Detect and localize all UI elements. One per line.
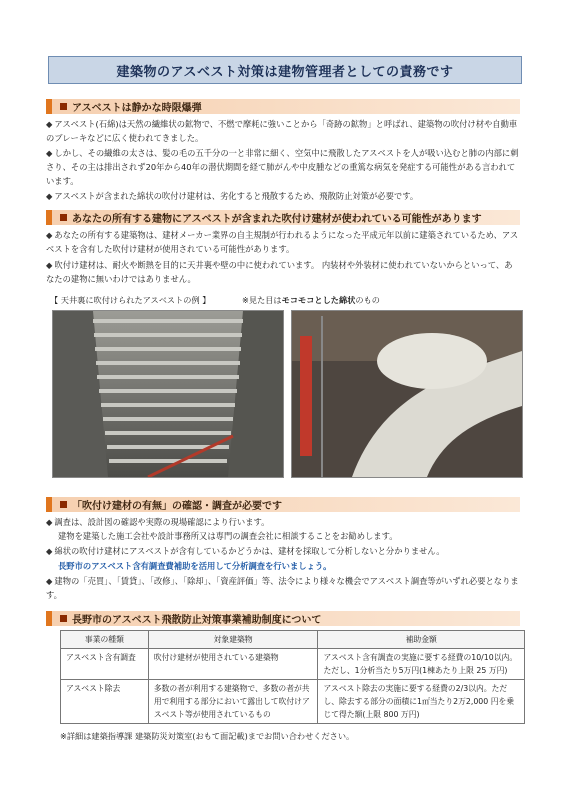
diamond-bullet-icon: ◆ — [46, 517, 53, 527]
diamond-bullet-icon: ◆ — [46, 546, 53, 556]
section-heading-possibility — [46, 210, 520, 225]
section1-paragraph-1 — [46, 117, 520, 145]
photo-note-suffix: のもの — [355, 295, 380, 305]
subsidy-highlight: 長野市のアスベスト含有調査費補助を活用して分析調査を行いましょう。 — [58, 561, 332, 571]
diamond-bullet-icon: ◆ — [46, 260, 53, 270]
table-header-row — [61, 631, 525, 649]
section3-paragraph-2 — [46, 544, 520, 558]
section2-paragraph-1 — [46, 228, 520, 256]
ceiling-asbestos-photo-1 — [52, 310, 284, 478]
table-header: 補助金額 — [318, 631, 525, 649]
section3-p2-text: 綿状の吹付け建材にアスベストが含有しているかどうかは、建材を採取して分析しないと分かりません。 — [54, 546, 445, 556]
section3-p1-text: 調査は、設計図の確認や実際の現場確認により行います。 — [54, 517, 270, 527]
square-bullet-icon — [60, 214, 67, 221]
page-title: 建築物のアスベスト対策は建物管理者としての責務です — [48, 56, 522, 84]
section3-paragraph-4 — [46, 574, 520, 602]
table-row — [61, 649, 525, 680]
photo-note-bold: モコモコとした綿状 — [281, 295, 356, 305]
photo-note — [242, 295, 380, 306]
diamond-bullet-icon: ◆ — [46, 230, 53, 240]
section1-p2-text: しかし、その繊維の太さは、髪の毛の五千分の一と非常に細く、空気中に飛散したアスベストを人が吸い込むと肺の内部に刺さり、その主は排出されず20年から40年の潜伏期間を経て肺がんや中皮腫などの重篤な病気を発症する可能性がある言われています。 — [46, 148, 519, 186]
diamond-bullet-icon: ◆ — [46, 191, 53, 201]
section-heading-survey — [46, 497, 520, 512]
pipe-photo-illustration — [292, 311, 522, 477]
section-heading-time-bomb — [46, 99, 520, 114]
section3-paragraph-1b: 建物を建築した施工会社や設計事務所又は専門の調査会社に相談することをお勧めします。 — [58, 531, 398, 541]
section-heading-text: 「吹付け建材の有無」の確認・調査が必要です — [72, 501, 282, 512]
section-heading-text: あなたの所有する建物にアスベストが含まれた吹付け建材が使われている可能性があります — [72, 214, 482, 225]
section1-p3-text: アスベストが含まれた綿状の吹付け建材は、劣化すると飛散するため、飛散防止対策が必要です。 — [54, 191, 419, 201]
table-cell: アスベスト含有調査 — [61, 649, 149, 680]
square-bullet-icon — [60, 501, 67, 508]
section1-paragraph-2 — [46, 146, 520, 188]
section3-paragraph-1 — [46, 515, 520, 529]
table-cell: 吹付け建材が使用されている建築物 — [148, 649, 318, 680]
table-header: 対象建築物 — [148, 631, 318, 649]
photo-note-prefix: ※見た目は — [242, 295, 282, 305]
table-cell: アスベスト含有調査の実施に要する経費の10/10以内。 ただし、1分析当たり5万円(1棟あたり上限 25 万円) — [318, 649, 525, 680]
square-bullet-icon — [60, 615, 67, 622]
section1-p1-text: アスベスト(石綿)は天然の繊維状の鉱物で、不燃で摩耗に強いことから「奇跡の鉱物」と呼ばれ、建築物の吹付け材や自動車のブレーキなどに広く使われてきました。 — [46, 119, 518, 143]
section-heading-text: アスベストは静かな時限爆弾 — [72, 103, 202, 114]
ceiling-asbestos-photo-2 — [291, 310, 523, 478]
ceiling-photo-illustration — [53, 311, 283, 477]
table-row — [61, 680, 525, 724]
section3-p4-text: 建物の「売買」、「賃貸」、「改修」、「除却」、「資産評価」等、法令により様々な機会でアスベスト調査等がいずれ必要となります。 — [46, 576, 519, 600]
section2-p1-text: あなたの所有する建築物は、建材メーカー業界の自主規制が行われるようになった平成元年以前に建築されているため、アスベストを含有した吹付け建材が使用されている可能性があります。 — [46, 230, 519, 254]
diamond-bullet-icon: ◆ — [46, 119, 53, 129]
subsidy-table — [60, 630, 525, 724]
table-cell: アスベスト除去の実施に要する経費の2/3以内。ただし、除去する部分の面積に1㎡当たり2万2,000 円を乗じて得た額(上限 800 万円) — [318, 680, 525, 724]
table-cell: アスベスト除去 — [61, 680, 149, 724]
photo-caption: 【 天井裏に吹付けられたアスベストの例 】 — [50, 295, 211, 305]
contact-note: ※詳細は建築指導課 建築防災対策室(おもて面記載)までお問い合わせください。 — [60, 731, 355, 741]
table-cell: 多数の者が利用する建築物で、多数の者が共用で利用する部分において露出して吹付けアスベスト等が使用されているもの — [148, 680, 318, 724]
section-heading-text: 長野市のアスベスト飛散防止対策事業補助制度について — [72, 615, 322, 626]
section2-paragraph-2 — [46, 258, 520, 286]
section-heading-subsidy — [46, 611, 520, 626]
diamond-bullet-icon: ◆ — [46, 148, 53, 158]
diamond-bullet-icon: ◆ — [46, 576, 53, 586]
table-header: 事業の種類 — [61, 631, 149, 649]
section1-paragraph-3 — [46, 189, 520, 203]
square-bullet-icon — [60, 103, 67, 110]
section2-p2-text: 吹付け建材は、耐火や断熱を目的に天井裏や壁の中に使われています。 内装材や外装材に使われていないからといって、あなたの建物に無いわけではありません。 — [46, 260, 513, 284]
